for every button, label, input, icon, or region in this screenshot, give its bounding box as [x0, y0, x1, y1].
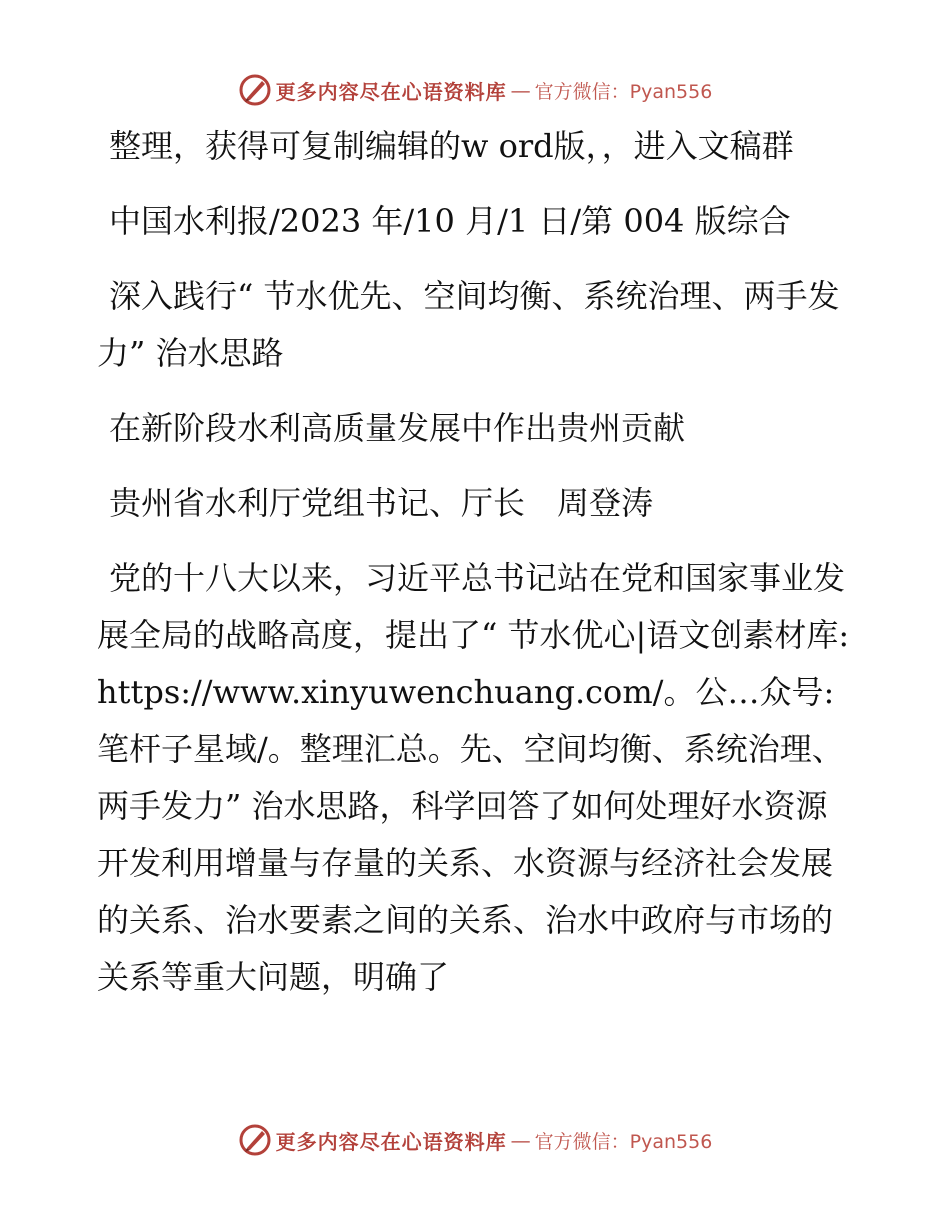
document-body: [97, 118, 857, 1024]
paragraph-intro-note: 整理，获得可复制编辑的w ord版，，进入文稿群: [109, 127, 794, 165]
paragraph-source: 中国水利报/2023 年/10 月/1 日/第 004 版综合: [109, 202, 791, 240]
watermark-dash: —: [510, 78, 531, 102]
watermark-main-text: 更多内容尽在心语资料库: [275, 79, 507, 104]
watermark-wechat-text: 官方微信：Pyan556: [534, 80, 713, 103]
watermark-wechat-text: 官方微信：Pyan556: [534, 1130, 713, 1153]
article-title: 深入践行“ 节水优先、空间均衡、系统治理、两手发力” 治水思路: [97, 277, 840, 372]
quill-logo-icon: [238, 73, 272, 107]
watermark-banner-bottom: [0, 1120, 950, 1160]
watermark-dash: —: [510, 1128, 531, 1152]
article-subtitle: 在新阶段水利高质量发展中作出贵州贡献: [109, 409, 686, 447]
paragraph-body: 党的十八大以来，习近平总书记站在党和国家事业发展全局的战略高度，提出了“ 节水优心|语文创素材库: https://www.xinyuwenchuang.com/。公…众号: 笔杆子星域/。整理汇总。先、空间均衡、系统治理、两手发力” 治水思路，科学回答了如何处理好水资源开发利用增量与存量的关系、水资源与经济社会发展的关系、治水要素之间的关系、治水中政府与市场的关系等重大问题，明确了: [97, 559, 850, 996]
article-author: 贵州省水利厅党组书记、厅长 周登涛: [109, 484, 654, 522]
watermark-banner-top: [0, 70, 950, 110]
watermark-main-text: 更多内容尽在心语资料库: [275, 1129, 507, 1154]
quill-logo-icon: [238, 1123, 272, 1157]
